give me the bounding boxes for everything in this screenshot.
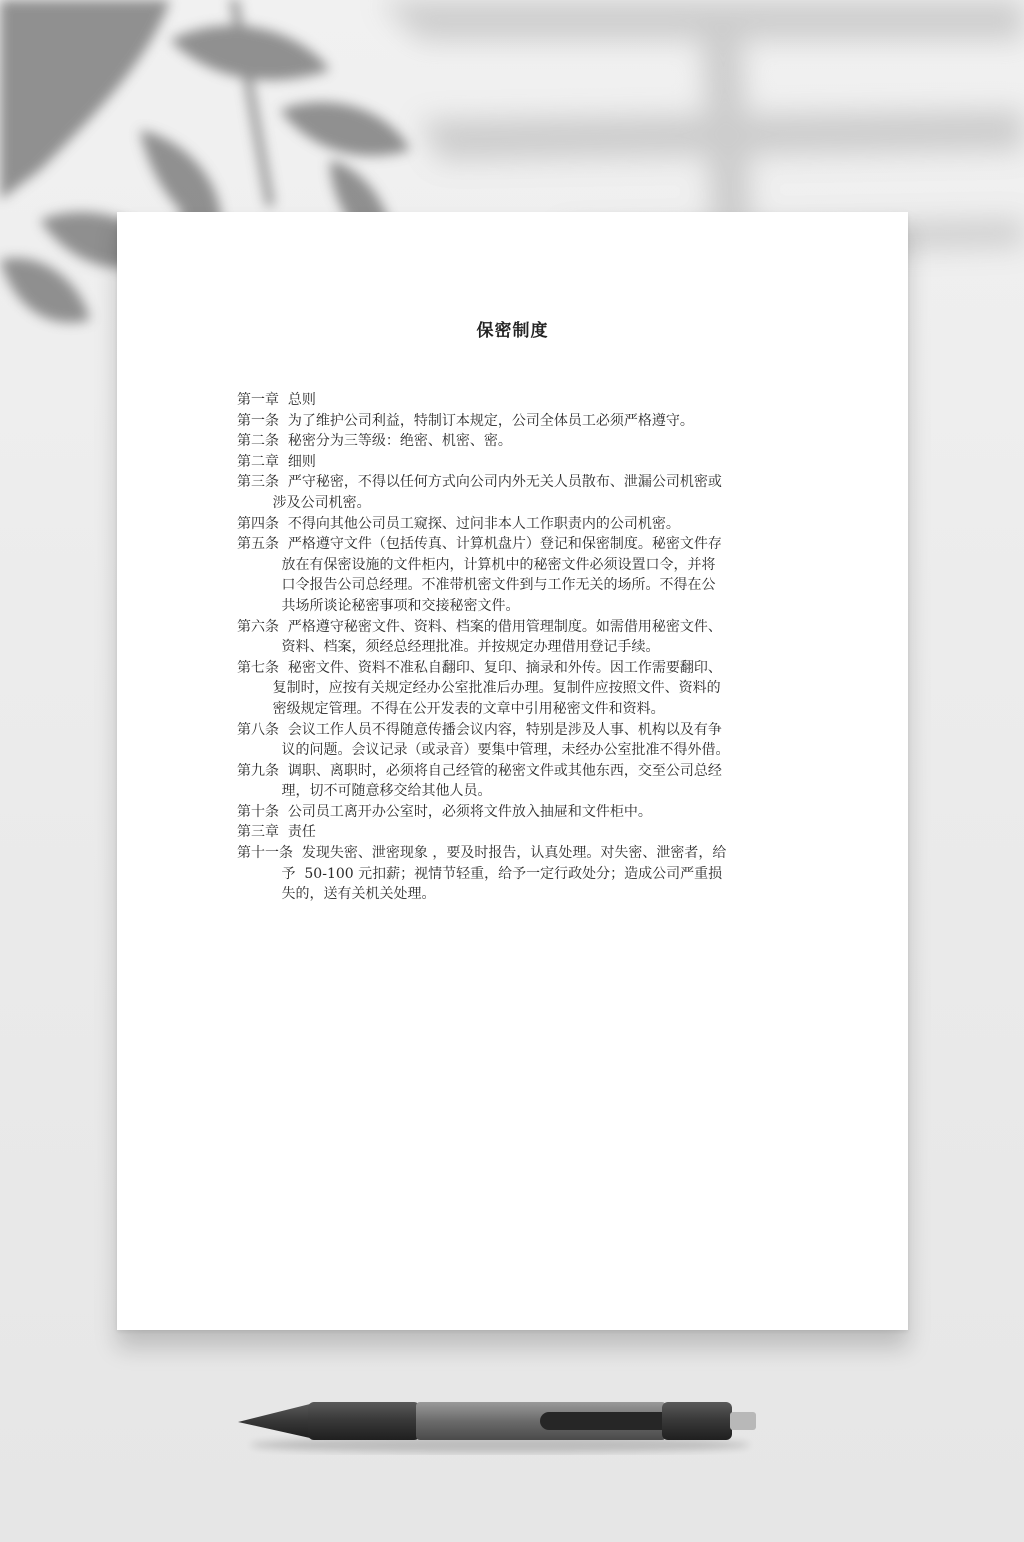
article-line: 第十一条 发现失密、泄密现象 ，要及时报告，认真处理。对失密、泄密者，给	[237, 845, 727, 862]
article-line: 第七条 秘密文件、资料不准私自翻印、复印、摘录和外传。因工作需要翻印、	[237, 659, 722, 676]
article-line: 第五条 严格遵守文件（包括传真、计算机盘片）登记和保密制度。秘密文件存	[237, 536, 722, 553]
article-line: 第八条 会议工作人员不得随意传播会议内容，特别是涉及人事、机构以及有争	[237, 721, 722, 738]
article-continuation: 失的，送有关机关处理。	[237, 886, 436, 903]
article-continuation: 予 50-100 元扣薪；视情节轻重，给予一定行政处分；造成公司严重损	[237, 865, 723, 882]
article-line: 第六条 严格遵守秘密文件、资料、档案的借用管理制度。如需借用秘密文件、	[237, 618, 722, 635]
document-body	[237, 390, 793, 905]
article-continuation: 议的问题。会议记录（或录音）要集中管理，未经办公室批准不得外借。	[237, 742, 730, 759]
article-continuation: 共场所谈论秘密事项和交接秘密文件。	[237, 597, 520, 614]
chapter-heading: 第三章 责任	[237, 824, 316, 841]
article-line: 第九条 调职、离职时，必须将自己经管的秘密文件或其他东西，交至公司总经	[237, 762, 722, 779]
article-line: 第十条 公司员工离开办公室时，必须将文件放入抽屉和文件柜中。	[237, 803, 652, 820]
chapter-heading: 第二章 细则	[237, 453, 316, 470]
article-continuation: 涉及公司机密。	[237, 494, 371, 511]
article-line: 第二条 秘密分为三等级：绝密、机密、密。	[237, 433, 512, 450]
article-continuation: 放在有保密设施的文件柜内，计算机中的秘密文件必须设置口令，并将	[237, 556, 716, 573]
chapter-heading: 第一章 总则	[237, 392, 316, 408]
article-line: 第一条 为了维护公司利益，特制订本规定，公司全体员工必须严格遵守。	[237, 412, 694, 429]
pen-icon	[230, 1390, 770, 1460]
document-page	[117, 212, 908, 1330]
document-title: 保密制度	[476, 321, 549, 341]
article-continuation: 资料、档案，须经总经理批准。并按规定办理借用登记手续。	[237, 639, 660, 656]
article-continuation: 理，切不可随意移交给其他人员。	[237, 783, 492, 800]
article-continuation: 密级规定管理。不得在公开发表的文章中引用秘密文件和资料。	[237, 700, 665, 717]
article-line: 第三条 严守秘密，不得以任何方式向公司内外无关人员散布、泄漏公司机密或	[237, 474, 722, 491]
article-continuation: 口令报告公司总经理。不准带机密文件到与工作无关的场所。不得在公	[237, 577, 716, 594]
article-continuation: 复制时，应按有关规定经办公室批准后办理。复制件应按照文件、资料的	[237, 680, 721, 697]
article-line: 第四条 不得向其他公司员工窥探、过问非本人工作职责内的公司机密。	[237, 515, 680, 532]
